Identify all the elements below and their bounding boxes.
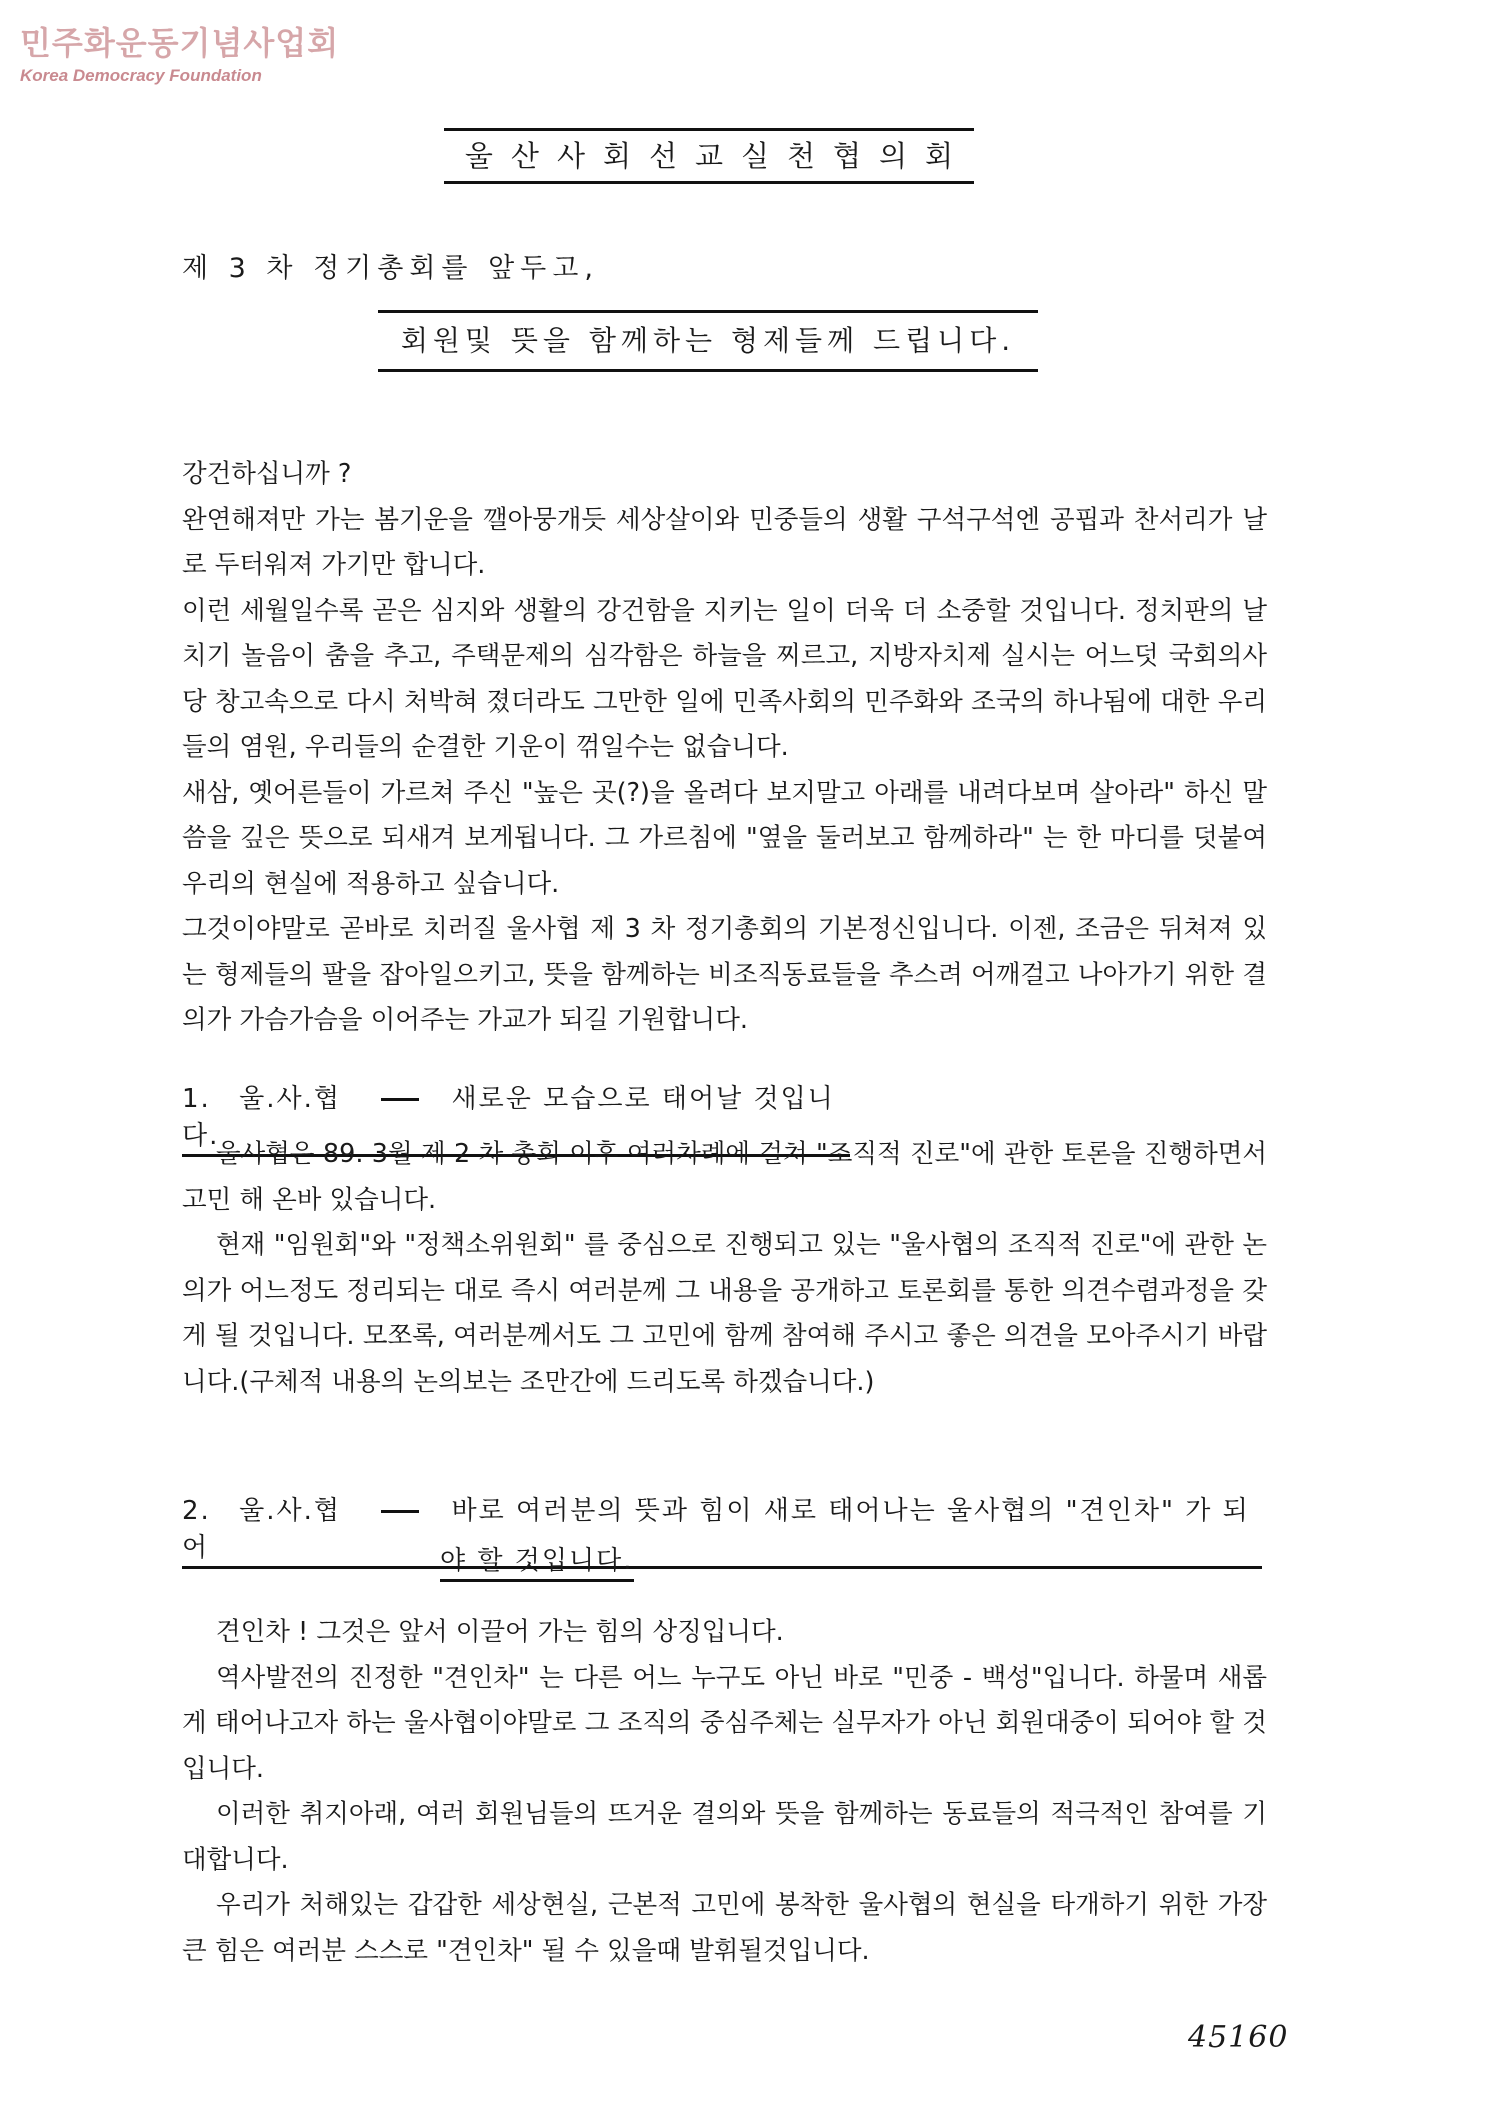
section-1-dash: [381, 1098, 419, 1101]
section-2-body: [182, 1610, 1267, 1974]
preface-line: 제 3 차 정기총회를 앞두고,: [182, 253, 599, 284]
intro-paragraph-4: 그것이야말로 곧바로 치러질 울사협 제 3 차 정기총회의 기본정신입니다. 이젠, 조금은 뒤쳐져 있는 형제들의 팔을 잡아일으키고, 뜻을 함께하는 비조직동료들을 추스려 어깨걸고 나아가기 위한 결의가 가슴가슴을 이어주는 가교가 되길 기원합니다.: [182, 914, 1267, 1035]
section-2-number: 2.: [182, 1496, 211, 1526]
section-2-dash: [381, 1510, 419, 1513]
greeting: 강건하십니까 ?: [182, 459, 352, 489]
intro-paragraph-1: 완연해져만 가는 봄기운을 깰아뭉개듯 세상살이와 민중들의 생활 구석구석엔 공핍과 찬서리가 날로 두터워져 가기만 합니다.: [182, 504, 1267, 580]
section-2-heading: [182, 1490, 1262, 1569]
document-title: 울산사회선교실천협의회: [464, 139, 972, 173]
section-1-number: 1.: [182, 1084, 211, 1114]
section-2-paragraph-1: 견인차 ! 그것은 앞서 이끌어 가는 힘의 상징입니다.: [216, 1617, 784, 1647]
intro-block: [182, 452, 1267, 1044]
section-2-title-line-2: 야 할 것입니다.: [440, 1546, 634, 1576]
document-title-box: [444, 128, 974, 184]
intro-paragraph-3: 새삼, 옛어른들이 가르쳐 주신 "높은 곳(?)을 올려다 보지말고 아래를 내려다보며 살아라" 하신 말씀을 깊은 뜻으로 되새겨 보게됩니다. 그 가르침에 "옆을 둘러보고 함께하라" 는 한 마디를 덧붙여 우리의 현실에 적용하고 싶습니다.: [182, 777, 1267, 899]
intro-paragraph-2: 이런 세월일수록 곧은 심지와 생활의 강건함을 지키는 일이 더욱 더 소중할 것입니다. 정치판의 날치기 놀음이 춤을 추고, 주택문제의 심각함은 하늘을 찌르고, 지방자치제 실시는 어느덧 국회의사당 창고속으로 다시 처박혀 졌더라도 그만한 일에 민족사회의 민주화와 조국의 하나됨에 대한 우리들의 염원, 우리들의 순결한 기운이 꺾일수는 없습니다.: [182, 595, 1267, 762]
page-number: 45160: [1188, 2020, 1289, 2055]
section-2-paragraph-3: 이러한 취지아래, 여러 회원님들의 뜨거운 결의와 뜻을 함께하는 동료들의 적극적인 참여를 기대합니다.: [182, 1799, 1267, 1875]
subtitle: 회원및 뜻을 함께하는 형제들께 드립니다.: [400, 324, 1016, 357]
section-1-paragraph-1: 울사협은 89. 3월 제 2 차 총회 이후 여러차례에 걸쳐 "조직적 진로"에 관한 토론을 진행하면서 고민 해 온바 있습니다.: [182, 1139, 1267, 1215]
section-2-heading-continued: [440, 1540, 634, 1582]
section-1-paragraph-2: 현재 "임원회"와 "정책소위원회" 를 중심으로 진행되고 있는 "울사협의 조직적 진로"에 관한 논의가 어느정도 정리되는 대로 즉시 여러분께 그 내용을 공개하고 토론회를 통한 의견수렴과정을 갖게 될 것입니다. 모쪼록, 여러분께서도 그 고민에 함께 참여해 주시고 좋은 의견을 모아주시기 바랍니다.(구체적 내용의 논의보는 조만간에 드리도록 하겠습니다.): [182, 1230, 1267, 1397]
watermark-korean: 민주화운동기념사업회: [20, 24, 340, 62]
section-1-body: [182, 1132, 1267, 1405]
watermark-logo: [20, 18, 339, 86]
section-2-name: 울.사.협: [239, 1496, 341, 1526]
watermark-english: Korea Democracy Foundation: [20, 66, 262, 85]
section-1-name: 울.사.협: [239, 1084, 341, 1114]
section-2-paragraph-2: 역사발전의 진정한 "견인차" 는 다른 어느 누구도 아닌 바로 "민중 - 백성"입니다. 하물며 새롭게 태어나고자 하는 울사협이야말로 그 조직의 중심주체는 실무자가 아닌 회원대중이 되어야 할 것입니다.: [182, 1662, 1267, 1784]
section-2-title-line-1: 바로 여러분의 뜻과 힘이 새로 태어나는 울사협의 "견인차" 가 되어: [182, 1496, 1250, 1563]
section-2-paragraph-4: 우리가 처해있는 갑갑한 세상현실, 근본적 고민에 봉착한 울사협의 현실을 타개하기 위한 가장 큰 힘은 여러분 스스로 "견인차" 될 수 있을때 발휘될것입니다.: [182, 1890, 1267, 1966]
subtitle-box: [378, 310, 1038, 372]
section-1-title: 새로운 모습으로 태어날 것입니다.: [182, 1084, 835, 1151]
